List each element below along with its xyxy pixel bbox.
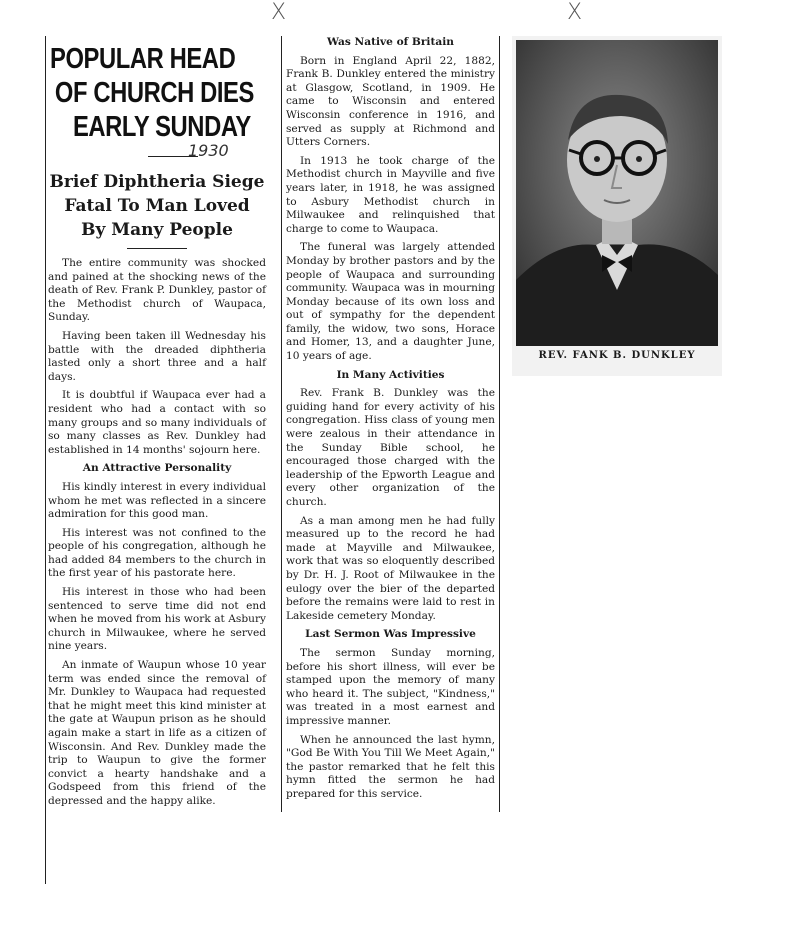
headline-line: POPULAR HEAD	[50, 43, 236, 75]
headline	[50, 42, 263, 144]
paragraph: It is doubtful if Waupaca ever had a resident who had a contact with so many groups and so many individuals of so many classes as Rev. Dunkley had established in 14 months' sojourn here.	[48, 389, 266, 456]
deck-line: By Many People	[81, 220, 233, 240]
date-row	[48, 141, 266, 170]
section-subhead: In Many Activities	[336, 368, 445, 381]
article-column-1	[45, 36, 266, 884]
portrait-box	[512, 36, 722, 376]
section-subhead: Was Native of Britain	[327, 36, 454, 48]
portrait-illustration	[516, 40, 718, 346]
subheadline	[48, 170, 266, 242]
headline-line: EARLY SUNDAY	[72, 111, 251, 143]
handwritten-date: 1930	[188, 141, 229, 160]
paragraph: Born in England April 22, 1882, Frank B. Dunkley entered the ministry at Glasgow, Scotland, in 1909. He came to Wisconsin and entered Wisconsin conference in 1916, and served as supply at Richmond and Utters Corners.	[286, 54, 495, 149]
headline-line: OF CHURCH DIES	[54, 77, 254, 109]
deck-line: Brief Diphtheria Siege	[49, 172, 265, 192]
divider	[127, 248, 187, 249]
paragraph: The entire community was shocked and pained at the shocking news of the death of Rev. Frank P. Dunkley, pastor of the Methodist church of Waupaca, Sunday.	[48, 257, 266, 324]
pencil-x-mark: X	[271, 0, 287, 25]
paragraph: An inmate of Waupun whose 10 year term was ended since the removal of Mr. Dunkley to Waupaca had requested that he might meet this kind minister at the gate at Waupun prison as he should again make a start in life as a citizen of Wisconsin. And Rev. Dunkley made the trip to Waupun to give the former convict a hearty handshake and a Godspeed from this friend of the depressed and the happy alike.	[48, 659, 266, 807]
section-subhead: Last Sermon Was Impressive	[305, 628, 476, 641]
article-column-2	[281, 36, 500, 812]
paragraph: The sermon Sunday morning, before his short illness, will ever be stamped upon the memory of many who heard it. The subject, "Kindness," was treated in a most earnest and impressive manner.	[286, 646, 495, 727]
paragraph: When he announced the last hymn, "God Be With You Till We Meet Again," the pastor remarked that he felt this hymn fitted the sermon he had prepared for this service.	[286, 733, 495, 800]
paragraph: Having been taken ill Wednesday his battle with the dreaded diphtheria lasted only a short three and a half days.	[48, 329, 266, 383]
pencil-x-mark: X	[567, 0, 583, 25]
section-subhead: An Attractive Personality	[82, 462, 232, 475]
photo-caption: REV. FANK B. DUNKLEY	[538, 350, 696, 361]
portrait-photo	[516, 40, 718, 346]
paragraph: His kindly interest in every individual whom he met was reflected in a sincere admiration for this good man.	[48, 480, 266, 521]
paragraph: His interest was not confined to the people of his congregation, although he had added 84 members to the church in the first year of his pastorate here.	[48, 526, 266, 580]
paragraph: As a man among men he had fully measured up to the record he had made at Mayville and Milwaukee, work that was so eloquently described by Dr. H. J. Root of Milwaukee in the eulogy over the bier of the departed before the remains were laid to rest in Lakeside cemetery Monday.	[286, 514, 495, 622]
paragraph: In 1913 he took charge of the Methodist church in Mayville and five years later, in 1918, he was assigned to Asbury Methodist church in Milwaukee and relinquished that charge to come to Waupaca.	[286, 154, 495, 235]
paragraph: Rev. Frank B. Dunkley was the guiding hand for every activity of his congregation. Hiss class of young men were zealous in their attendance in the Sunday Bible school, he encouraged those charged with the leadership of the Epworth League and every other organization of the church.	[286, 387, 495, 508]
paragraph: The funeral was largely attended Monday by brother pastors and by the people of Waupaca and surrounding community. Waupaca was in mourning Monday because of its own loss and out of sympathy for the dependent family, the widow, two sons, Horace and Homer, 13, and a daughter June, 10 years of age.	[286, 241, 495, 363]
paragraph: His interest in those who had been sentenced to serve time did not end when he moved from his work at Asbury church in Milwaukee, where he served nine years.	[48, 586, 266, 653]
deck-line: Fatal To Man Loved	[64, 196, 250, 216]
